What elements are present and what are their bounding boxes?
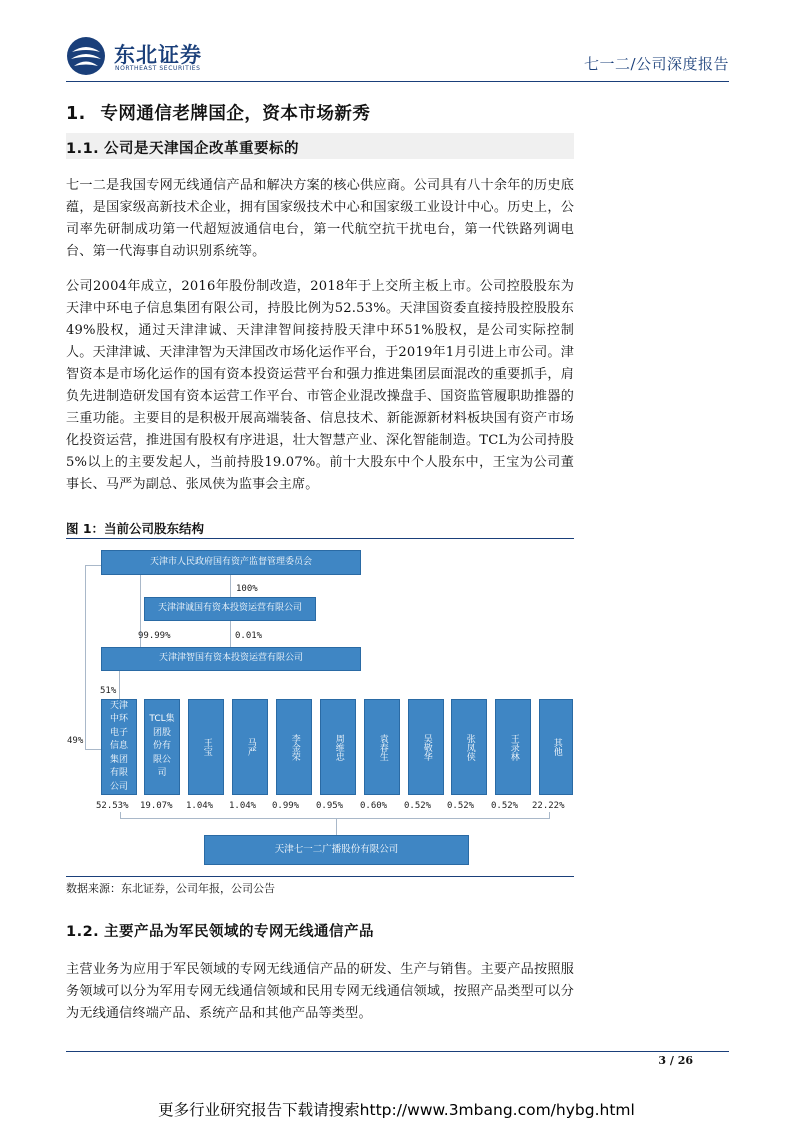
footer-divider xyxy=(66,1051,729,1052)
pct-001: 0.01% xyxy=(235,631,263,641)
connector xyxy=(230,575,231,597)
jincheng-box: 天津津诚国有资本投资运营有限公司 xyxy=(144,597,316,621)
shareholder-box: 张凤侠 xyxy=(451,699,487,795)
shareholder-box: 王宝 xyxy=(188,699,224,795)
header-divider xyxy=(66,81,729,82)
connector xyxy=(85,749,101,750)
shareholder-pct: 52.53% xyxy=(96,801,129,811)
shareholder-box: 袁春生 xyxy=(364,699,400,795)
shareholder-pct: 1.04% xyxy=(229,801,257,811)
section-title: 公司是天津国企改革重要标的 xyxy=(104,141,299,157)
figure-title: 图 1：当前公司股东结构 xyxy=(66,521,205,536)
shareholder-pct: 0.52% xyxy=(447,801,475,811)
pct-51: 51% xyxy=(100,686,117,696)
shareholder-box: 天津中环电子信息集团有限公司 xyxy=(101,699,137,795)
shareholder-pct: 22.22% xyxy=(532,801,565,811)
shareholder-box: 王录林 xyxy=(495,699,531,795)
section-title: 专网通信老牌国企，资本市场新秀 xyxy=(100,104,371,124)
section-number: 1. xyxy=(66,104,86,124)
logo-english-name: NORTHEAST SECURITIES xyxy=(115,65,201,72)
connector xyxy=(85,565,86,749)
figure-source: 数据来源：东北证券，公司年报，公司公告 xyxy=(66,882,275,895)
figure-bottom-rule xyxy=(66,876,574,877)
shareholder-box: 周维忠 xyxy=(320,699,356,795)
paragraph-shareholders: 公司2004年成立，2016年股份制改造，2018年于上交所主板上市。公司控股股东为天津中环电子信息集团有限公司，持股比例为52.53%。天津国资委直接持股控股股东49%股权，通过天津津诚、天津津智间接持股天津中环51%股权，是公司实际控制人。天津津诚、天津津智为天津国改市场化运作平台，于2019年1月引进上市公司。津智资本是市场化运作的国有资本投资运营平台和强力推进集团层面混改的重要抓手，肩负先进制造研发国有资本运营工作平台、市管企业混改操盘手、国资监管履职助推器的三重功能。主要目的是积极开展高端装备、信息技术、新能源新材料板块国有资产市场化投资运营，推进国有股权有序进退，壮大智慧产业、深化智能制造。TCL为公司持股5%以上的主要发起人，当前持股19.07%。前十大股东中个人股东中，王宝为公司董事长、马严为副总、张凤侠为监事会主席。 xyxy=(66,279,574,492)
shareholder-pct: 0.99% xyxy=(272,801,300,811)
shareholder-box: 吴敬华 xyxy=(408,699,444,795)
shareholder-pct: 0.52% xyxy=(404,801,432,811)
connector xyxy=(336,819,337,835)
section-1-2-heading xyxy=(66,920,374,941)
shareholder-pct: 0.60% xyxy=(360,801,388,811)
section-1-heading xyxy=(66,100,370,125)
section-1-1-heading xyxy=(66,137,299,158)
northeast-securities-logo-icon xyxy=(66,36,106,76)
shareholder-box: TCL集团股份有限公司 xyxy=(144,699,180,795)
connector xyxy=(85,565,101,566)
section-number: 1.2. xyxy=(66,924,100,940)
connector xyxy=(120,812,550,819)
shareholder-pct: 19.07% xyxy=(140,801,173,811)
figure-top-rule xyxy=(66,538,574,539)
section-title: 主要产品为军民领域的专网无线通信产品 xyxy=(104,924,374,940)
company-box: 天津七一二广播股份有限公司 xyxy=(204,835,469,865)
shareholder-pct: 0.95% xyxy=(316,801,344,811)
logo-chinese-name: 东北证券 xyxy=(114,43,202,67)
paragraph-company-intro: 七一二是我国专网无线通信产品和解决方案的核心供应商。公司具有八十余年的历史底蕴，是国家级高新技术企业，拥有国家级技术中心和国家级工业设计中心。历史上，公司率先研制成功第一代超短波通信电台，第一代航空抗干扰电台，第一代铁路列调电台、第一代海事自动识别系统等。 xyxy=(66,178,574,259)
page-header xyxy=(66,33,729,81)
section-number: 1.1. xyxy=(66,141,100,157)
shareholder-pct: 1.04% xyxy=(186,801,214,811)
pct-49: 49% xyxy=(67,736,84,746)
shareholder-box: 其他 xyxy=(539,699,573,795)
shareholder-pct: 0.52% xyxy=(491,801,519,811)
jinzhi-box: 天津津智国有资本投资运营有限公司 xyxy=(101,647,361,671)
shareholder-box: 李金荣 xyxy=(276,699,312,795)
shareholder-box: 马严 xyxy=(232,699,268,795)
report-type-label: 七一二/公司深度报告 xyxy=(583,55,729,73)
sasac-box: 天津市人民政府国有资产监督管理委员会 xyxy=(101,550,361,575)
download-notice-link[interactable]: 更多行业研究报告下载请搜索http://www.3mbang.com/hybg.html xyxy=(158,1101,635,1119)
page-number: 3 / 26 xyxy=(658,1054,693,1067)
pct-9999: 99.99% xyxy=(138,631,171,641)
connector xyxy=(119,671,120,699)
connector xyxy=(230,621,231,647)
paragraph-main-business: 主营业务为应用于军民领域的专网无线通信产品的研发、生产与销售。主要产品按照服务领域可以分为军用专网无线通信领域和民用专网无线通信领域，按照产品类型可以分为无线通信终端产品、系统产品和其他产品等类型。 xyxy=(66,962,574,1021)
pct-100: 100% xyxy=(236,584,258,594)
